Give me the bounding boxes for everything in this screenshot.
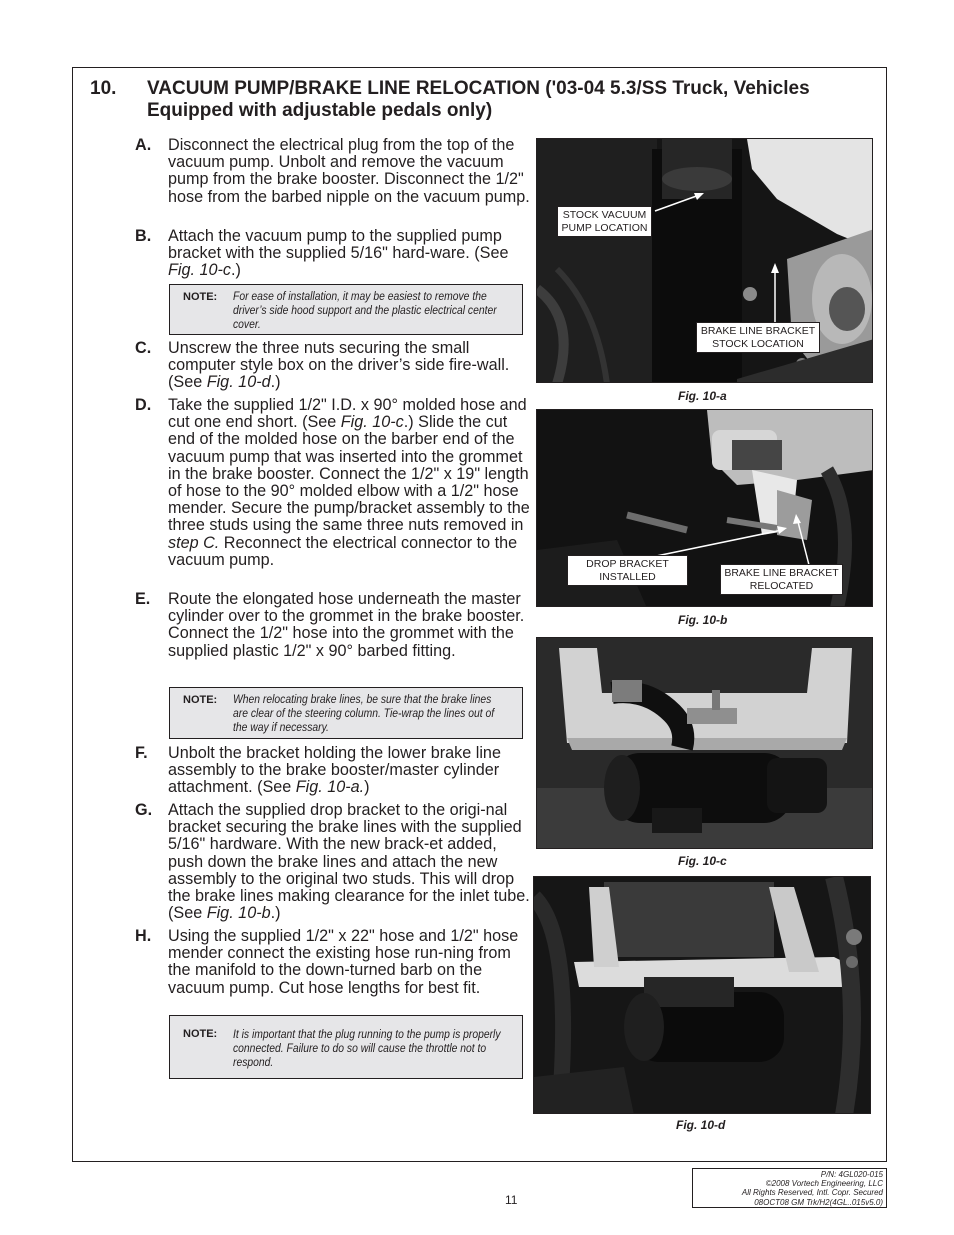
step-reference: step C. [168,533,220,552]
note-box-1 [169,284,523,335]
rights-line: All Rights Reserved, Intl. Copr. Secured [741,1188,883,1198]
step-g [135,802,530,922]
step-letter: E. [135,590,151,608]
step-h [135,928,530,997]
section-number: 10. [90,78,117,99]
note-label: NOTE: [183,291,218,303]
step-text: Attach the supplied drop bracket to the origi-nal bracket securing the brake lines with the supplied 5/16" hardware. With the new brack-et added, push down the brake lines and attach the new assembly to the original two studs. This will drop the brake lines making clearance for the inlet tube. (See Fig. 10-b.) [168,801,530,923]
figure-caption-10a: Fig. 10-a [678,389,727,403]
figure-caption-10b: Fig. 10-b [678,613,728,627]
step-text: Route the elongated hose underneath the master cylinder over to the grommet in the brake booster. Connect the 1/2" hose into the grommet with the supplied plastic 1/2" x 90° barbed fitting. [168,590,525,660]
step-text: Attach the vacuum pump to the supplied pump bracket with the supplied 5/16" hard-ware. (See Fig. 10-c.) [168,227,509,280]
step-letter: H. [135,927,152,945]
step-letter: C. [135,339,152,357]
figure-reference: Fig. 10-c [168,261,231,280]
step-letter: D. [135,396,152,414]
figure-reference: Fig. 10-a. [295,778,365,797]
figure-caption-10d: Fig. 10-d [676,1118,726,1132]
step-text: Unbolt the bracket holding the lower brake line assembly to the brake booster/master cylinder attachment. (See Fig. 10-a.) [168,744,501,797]
section-title: VACUUM PUMP/BRAKE LINE RELOCATION ('03-04 5.3/SS Truck, Vehicles Equipped with adjustable pedals only) [147,78,810,121]
step-b [135,228,530,280]
document-code: 08OCT08 GM Trk/H2(4GL..015v5.0) [754,1197,883,1207]
note-text: It is important that the plug running to the pump is properly connected. Failure to do so will cause the throttle not to respond. [233,1029,501,1069]
figure-reference: Fig. 10-b [206,904,271,923]
part-number-box [692,1168,887,1208]
step-text: Take the supplied 1/2" I.D. x 90° molded hose and cut one end short. (See Fig. 10-c.) Slide the cut end of the molded hose on the barber end of the vacuum pump that was inserted into the grommet in the brake booster. Connect the 1/2" x 19" length of hose to the 90° molded elbow with a 1/2" hose mender. Secure the pump/bracket assembly to the three studs using the same three nuts removed in step C. Reconnect the electrical connector to the vacuum pump. [168,396,530,569]
note-text: For ease of installation, it may be easiest to remove the driver’s side hood support and the plastic electrical center cover. [233,291,497,331]
part-number: P/N: 4GL020-015 [820,1170,883,1179]
note-box-2 [169,687,523,739]
step-c [135,340,530,392]
callout-stock-vacuum-pump: STOCK VACUUM PUMP LOCATION [557,206,652,237]
step-text: Unscrew the three nuts securing the small computer style box on the driver’s side fire-wall. (See Fig. 10-d.) [168,339,510,392]
figure-reference: Fig. 10-d [206,373,271,392]
step-letter: A. [135,136,152,154]
figure-caption-10c: Fig. 10-c [678,854,727,868]
page-number: 11 [505,1193,518,1207]
step-letter: G. [135,801,153,819]
step-e [135,591,530,660]
step-letter: B. [135,227,152,245]
photo-fig-10d [533,876,871,1114]
step-a [135,137,530,206]
step-f [135,745,530,797]
copyright-line: ©2008 Vortech Engineering, LLC [765,1179,883,1189]
note-label: NOTE: [183,1028,218,1040]
step-text: Using the supplied 1/2" x 22" hose and 1/2" hose mender connect the existing hose run-ning from the manifold to the down-turned barb on the vacuum pump. Cut hose lengths for best fit. [168,927,519,997]
photo-fig-10c [536,637,873,849]
step-d [135,397,530,569]
callout-brake-line-stock: BRAKE LINE BRACKET STOCK LOCATION [696,322,820,353]
note-text: When relocating brake lines, be sure that the brake lines are clear of the steering column. Tie-wrap the lines out of the way if necessary. [233,694,495,734]
note-box-3 [169,1015,523,1079]
note-label: NOTE: [183,694,218,706]
step-text: Disconnect the electrical plug from the top of the vacuum pump. Unbolt and remove the vacuum pump from the brake booster. Disconnect the 1/2" hose from the barbed nipple on the vacuum pump. [168,136,530,206]
step-letter: F. [135,744,148,762]
figure-reference: Fig. 10-c [340,413,404,432]
callout-brake-line-relocated: BRAKE LINE BRACKET RELOCATED [720,564,843,595]
callout-drop-bracket: DROP BRACKET INSTALLED [567,555,688,586]
